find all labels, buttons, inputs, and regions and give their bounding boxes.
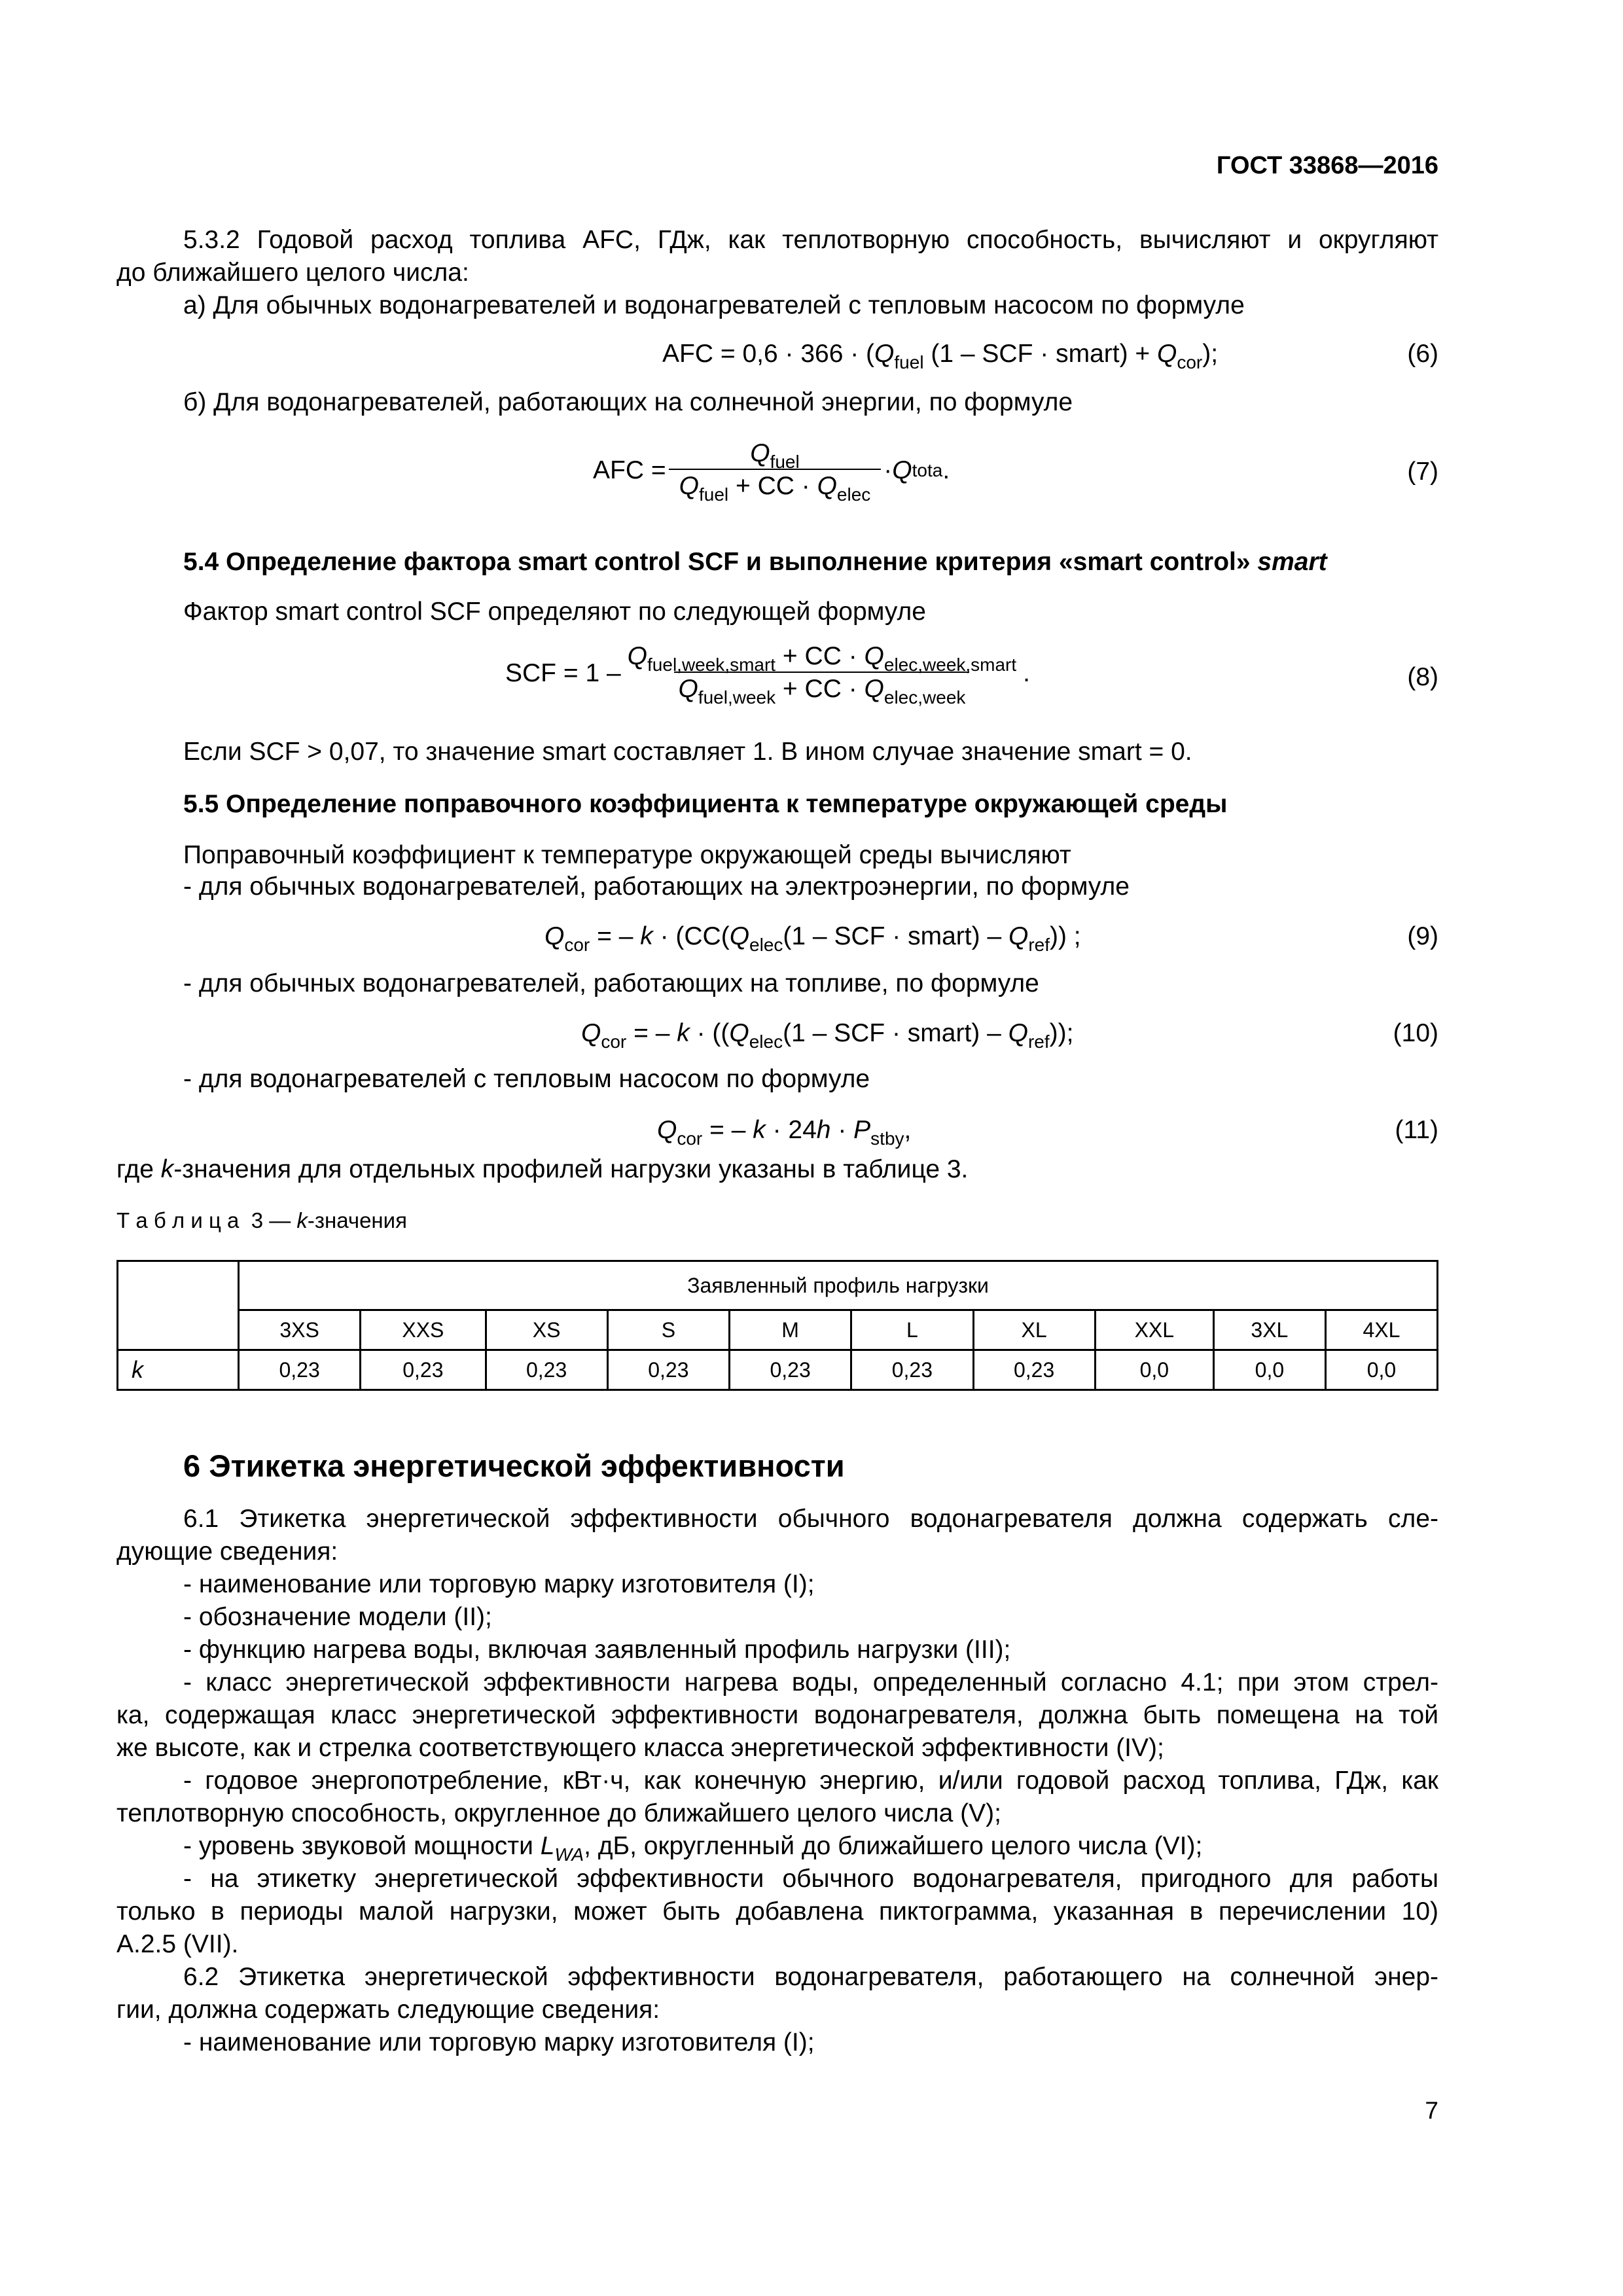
formula-9	[544, 920, 1081, 953]
table-column-header: 4XL	[1325, 1310, 1437, 1350]
formula-10-part: · ((	[689, 1019, 730, 1047]
s55-item1: - для обычных водонагревателей, работающих на электроэнергии, по формуле	[183, 872, 1130, 901]
p532-line2: до ближайшего целого числа:	[116, 259, 469, 287]
table-column-header: M	[730, 1310, 851, 1350]
formula-6-number: (6)	[1407, 340, 1438, 368]
formula-6-sub-fuel: fuel	[894, 352, 924, 372]
formula-7-numerator	[746, 439, 804, 472]
table-columns-row	[118, 1310, 1438, 1350]
formula-8-q: Q	[864, 642, 884, 670]
formula-8-numerator	[624, 641, 1021, 675]
heading-italic: smart	[1257, 548, 1327, 576]
formula-11-part: · 24	[765, 1116, 817, 1144]
caption-text: -значения	[307, 1208, 407, 1232]
formula-9-q: Q	[729, 922, 750, 950]
table-column-header: L	[851, 1310, 973, 1350]
formula-11-h: h	[816, 1116, 831, 1144]
formula-7-number: (7)	[1407, 457, 1438, 486]
formula-11-number: (11)	[1395, 1116, 1438, 1144]
formula-7-sub: fuel	[698, 484, 729, 505]
table-cell: 0,23	[239, 1350, 361, 1390]
table-corner-cell	[118, 1261, 239, 1350]
formula-10-number: (10)	[1393, 1019, 1438, 1047]
table-column-header: XL	[973, 1310, 1095, 1350]
table-cell: 0,23	[486, 1350, 607, 1390]
formula-10-part: = –	[626, 1019, 677, 1047]
bullet-class-line1: - класс энергетической эффективности нагрева воды, определенный согласно 4.1; при этом стрел-	[183, 1668, 1438, 1696]
formula-11-part: ·	[830, 1116, 854, 1144]
table-group-header: Заявленный профиль нагрузки	[239, 1261, 1438, 1310]
p62-line1: 6.2 Этикетка энергетической эффективности водонагревателя, работающего на солнечной энер-	[183, 1963, 1438, 1991]
heading-text: 5.4 Определение фактора smart control SCF и выполнение критерия «smart control»	[183, 548, 1258, 576]
formula-7-part: + CC ·	[728, 472, 817, 500]
formula-11-sub: cor	[677, 1128, 703, 1149]
formula-8-fraction	[624, 641, 1021, 706]
formula-7-lhs: AFC =	[593, 456, 666, 484]
table-row-label: k	[118, 1350, 239, 1390]
table-cell: 0,23	[973, 1350, 1095, 1390]
bullet-model: - обозначение модели (II);	[183, 1603, 492, 1631]
formula-8-sub: fuel,week	[698, 687, 776, 708]
sound-text: - уровень звуковой мощности	[183, 1832, 541, 1860]
bullet-pictogram-line1: - на этикетку энергетической эффективности обычного водонагревателя, пригодного для работы	[183, 1865, 1438, 1893]
p532-item-b: б) Для водонагревателей, работающих на солнечной энергии, по формуле	[183, 388, 1073, 416]
formula-6-sub-cor: cor	[1177, 352, 1203, 372]
formula-8-part: + CC ·	[776, 675, 865, 703]
table-column-header: 3XL	[1213, 1310, 1325, 1350]
table-cell: 0,23	[361, 1350, 486, 1390]
formula-7-q: Q	[817, 472, 837, 500]
formula-9-part: (1 – SCF · smart) –	[783, 922, 1008, 950]
where-k: k	[160, 1155, 174, 1183]
formula-8-part: + CC ·	[776, 642, 865, 670]
formula-10-q: Q	[729, 1019, 749, 1047]
formula-11-part: = –	[702, 1116, 753, 1144]
formula-10	[581, 1017, 1073, 1050]
table-row	[118, 1350, 1438, 1390]
formula-7-sub: elec	[836, 484, 871, 505]
s54-condition: Если SCF > 0,07, то значение smart составляет 1. В ином случае значение smart = 0.	[183, 738, 1192, 766]
formula-9-part: )) ;	[1050, 922, 1081, 950]
formula-9-part: = –	[590, 922, 641, 950]
formula-10-q: Q	[581, 1019, 601, 1047]
formula-7-part: .	[942, 456, 950, 484]
section-5-5-heading: 5.5 Определение поправочного коэффициента к температуре окружающей среды	[183, 790, 1228, 818]
formula-9-number: (9)	[1407, 922, 1438, 950]
formula-11-q: Q	[657, 1116, 677, 1144]
bullet-sound-power	[116, 1830, 1438, 1863]
sound-sub: WA	[554, 1844, 584, 1865]
table-cell: 0,23	[730, 1350, 851, 1390]
formula-7: AFC = $\frac{Q_{fuel}}{Q_{fuel} + CC \cdot Q_{elec}}$ · Q tota .	[593, 439, 950, 505]
bullet-consumption-line1: - годовое энергопотребление, кВт·ч, как конечную энергию, и/или годовой расход топлива, ГДж, как	[183, 1767, 1438, 1795]
formula-9-part: · (CC(	[652, 922, 730, 950]
p61-line1: 6.1 Этикетка энергетической эффективности обычного водонагревателя должна содержать сле-	[183, 1505, 1438, 1533]
p62-line2: гии, должна содержать следующие сведения:	[116, 1996, 660, 2024]
formula-8-q: Q	[627, 642, 648, 670]
sound-text: , дБ, округленный до ближайшего целого числа (VI);	[584, 1832, 1203, 1860]
table-3	[116, 1260, 1438, 1391]
formula-8-q: Q	[864, 675, 884, 703]
bullet-function: - функцию нагрева воды, включая заявленный профиль нагрузки (III);	[183, 1636, 1011, 1664]
formula-7-q: Q	[750, 439, 770, 467]
bullet-pictogram-line3: A.2.5 (VII).	[116, 1930, 239, 1958]
formula-10-part: (1 – SCF · smart) –	[783, 1019, 1008, 1047]
where-text: где	[116, 1155, 161, 1183]
table-column-header: XS	[486, 1310, 607, 1350]
formula-8-sub: elec,week	[883, 687, 966, 708]
document-id: ГОСТ 33868—2016	[1216, 152, 1438, 179]
formula-10-sub: elec	[749, 1031, 783, 1052]
table-cell: 0,23	[851, 1350, 973, 1390]
formula-11-sub: stby	[870, 1128, 904, 1149]
bullet-class-line2: ка, содержащая класс энергетической эффективности водонагревателя, должна быть помещена на той	[116, 1701, 1438, 1729]
formula-6-q: Q	[1157, 340, 1177, 368]
table-3-caption	[116, 1204, 407, 1237]
s55-item2: - для обычных водонагревателей, работающих на топливе, по формуле	[183, 969, 1039, 997]
formula-8-denominator	[674, 672, 969, 706]
formula-7-denominator	[669, 469, 882, 503]
formula-11-k: k	[753, 1116, 766, 1144]
p61-line2: дующие сведения:	[116, 1537, 338, 1566]
bullet-manufacturer-solar: - наименование или торговую марку изготовителя (I);	[183, 2028, 815, 2056]
formula-9-q: Q	[1008, 922, 1029, 950]
bullet-manufacturer: - наименование или торговую марку изготовителя (I);	[183, 1570, 815, 1598]
section-6-heading: 6 Этикетка энергетической эффективности	[183, 1448, 845, 1483]
formula-7-q: Q	[892, 456, 912, 484]
formula-9-sub: ref	[1028, 935, 1050, 955]
table-cell: 0,0	[1213, 1350, 1325, 1390]
table-column-header: S	[607, 1310, 729, 1350]
formula-7-part: ·	[883, 456, 893, 484]
formula-9-sub: cor	[564, 935, 590, 955]
p532-item-a: а) Для обычных водонагревателей и водонагревателей с тепловым насосом по формуле	[183, 291, 1245, 319]
formula-8-number: (8)	[1407, 663, 1438, 691]
formula-8-sub: fuel,week,smart	[647, 655, 776, 675]
formula-8-q: Q	[678, 675, 698, 703]
formula-8-part: .	[1023, 659, 1031, 687]
table-column-header: 3XS	[239, 1310, 361, 1350]
formula-7-q: Q	[679, 472, 699, 500]
table-cell: 0,0	[1095, 1350, 1213, 1390]
formula-10-part: ));	[1049, 1019, 1074, 1047]
formula-8	[505, 641, 1030, 706]
s55-item3: - для водонагревателей с тепловым насосом по формуле	[183, 1065, 870, 1093]
section-5-4-heading	[183, 546, 1327, 579]
section-6-body	[116, 1503, 1438, 2059]
formula-8-sub: elec,week,smart	[883, 655, 1017, 675]
formula-10-k: k	[677, 1019, 690, 1047]
formula-7-fraction	[669, 439, 882, 503]
bullet-consumption-line2: теплотворную способность, округленное до ближайшего целого числа (V);	[116, 1799, 1001, 1827]
formula-11-part: ,	[904, 1116, 912, 1144]
formula-6-part: (1 – SCF · smart) +	[923, 340, 1158, 368]
formula-7-sub: fuel	[770, 452, 800, 472]
formula-10-sub: cor	[601, 1031, 627, 1052]
formula-9-k: k	[640, 922, 653, 950]
formula-9-q: Q	[544, 922, 565, 950]
where-text: -значения для отдельных профилей нагрузки указаны в таблице 3.	[173, 1155, 969, 1183]
table-cell: 0,23	[607, 1350, 729, 1390]
caption-k: k	[296, 1208, 308, 1232]
formula-6	[662, 338, 1218, 370]
bullet-class-line3: же высоте, как и стрелка соответствующего класса энергетической эффективности (IV);	[116, 1734, 1164, 1762]
formula-9-sub: elec	[749, 935, 783, 955]
formula-10-q: Q	[1008, 1019, 1028, 1047]
s55-intro: Поправочный коэффициент к температуре окружающей среды вычисляют	[183, 841, 1071, 869]
paragraph-5-3-2	[116, 224, 1438, 322]
s55-where	[116, 1153, 968, 1186]
formula-6-part: AFC = 0,6 · 366 · (	[662, 340, 875, 368]
page-number: 7	[1425, 2097, 1438, 2124]
table-header-row	[118, 1261, 1438, 1310]
formula-6-q: Q	[874, 340, 895, 368]
formula-6-part: );	[1202, 340, 1219, 368]
table-column-header: XXL	[1095, 1310, 1213, 1350]
formula-10-sub: ref	[1027, 1031, 1050, 1052]
s54-text: Фактор smart control SCF определяют по следующей формуле	[183, 598, 926, 626]
caption-text: Т а б л и ц а 3 —	[116, 1208, 297, 1232]
table-cell: 0,0	[1325, 1350, 1437, 1390]
bullet-pictogram-line2: только в периоды малой нагрузки, может быть добавлена пиктограмма, указанная в перечислении 10)	[116, 1897, 1438, 1926]
formula-11	[657, 1114, 911, 1147]
p532-line1: 5.3.2 Годовой расход топлива AFC, ГДж, как теплотворную способность, вычисляют и округляют	[183, 226, 1438, 254]
table-column-header: XXS	[361, 1310, 486, 1350]
sound-L: L	[540, 1832, 555, 1860]
formula-8-lhs: SCF = 1 –	[505, 659, 621, 687]
formula-11-p: P	[853, 1116, 871, 1144]
